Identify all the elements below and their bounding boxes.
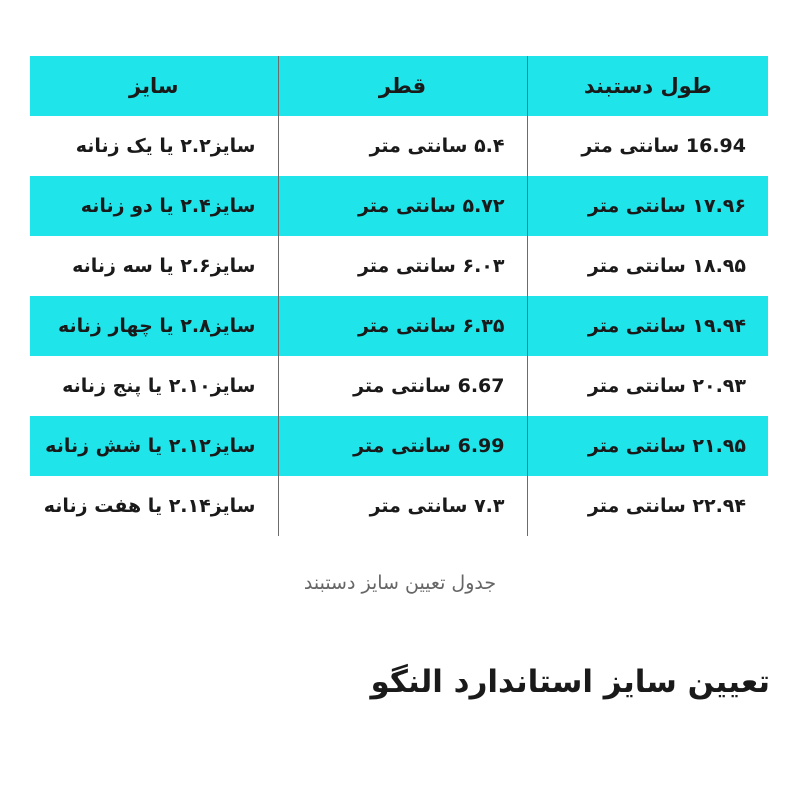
cell-size: سایز۲.۶ یا سه زنانه	[72, 255, 256, 277]
cell-diameter: ۶.۳۵ سانتی متر	[278, 296, 527, 356]
cell-length: ۲۱.۹۵ سانتی متر	[527, 416, 768, 476]
section-heading: تعیین سایز استاندارد النگو	[370, 664, 770, 700]
table-row	[30, 116, 768, 176]
cell-diameter: 6.99 سانتی متر	[278, 416, 527, 476]
cell-length: ۱۹.۹۴ سانتی متر	[527, 296, 768, 356]
cell-diameter: 6.67 سانتی متر	[278, 356, 527, 416]
cell-length: ۱۸.۹۵ سانتی متر	[527, 236, 768, 296]
cell-diameter: ۵.۴ سانتی متر	[278, 116, 527, 176]
header-bracelet-length: طول دستبند	[527, 56, 768, 116]
table-caption: جدول تعیین سایز دستبند	[303, 572, 497, 594]
cell-diameter: ۷.۳ سانتی متر	[278, 476, 527, 536]
header-diameter: قطر	[278, 56, 527, 116]
cell-diameter: ۶.۰۳ سانتی متر	[278, 236, 527, 296]
cell-length: ۱۷.۹۶ سانتی متر	[527, 176, 768, 236]
header-size: سایز	[30, 56, 278, 116]
cell-size: سایز۲.۴ یا دو زنانه	[30, 176, 278, 236]
cell-size: سایز۲.۸ یا چهار زنانه	[30, 296, 278, 356]
table-row	[30, 236, 768, 296]
cell-length: ۲۲.۹۴ سانتی متر	[527, 476, 768, 536]
table-row	[30, 416, 768, 476]
cell-size: سایز۲.۱۲ یا شش زنانه	[30, 416, 278, 476]
table-row	[30, 176, 768, 236]
table-header-row	[30, 56, 768, 116]
cell-size: سایز۲.۱۰ یا پنج زنانه	[62, 375, 256, 397]
table-row	[30, 356, 768, 416]
paragraph-text-cut-off	[30, 778, 770, 800]
cell-length: 16.94 سانتی متر	[527, 116, 768, 176]
cell-size: سایز۲.۱۴ یا هفت زنانه	[43, 495, 256, 517]
table-row	[30, 296, 768, 356]
cell-size: سایز۲.۲ یا یک زنانه	[75, 135, 256, 157]
cell-diameter: ۵.۷۲ سانتی متر	[278, 176, 527, 236]
bracelet-size-table	[30, 56, 768, 536]
cell-length: ۲۰.۹۳ سانتی متر	[527, 356, 768, 416]
table-row	[30, 476, 768, 536]
